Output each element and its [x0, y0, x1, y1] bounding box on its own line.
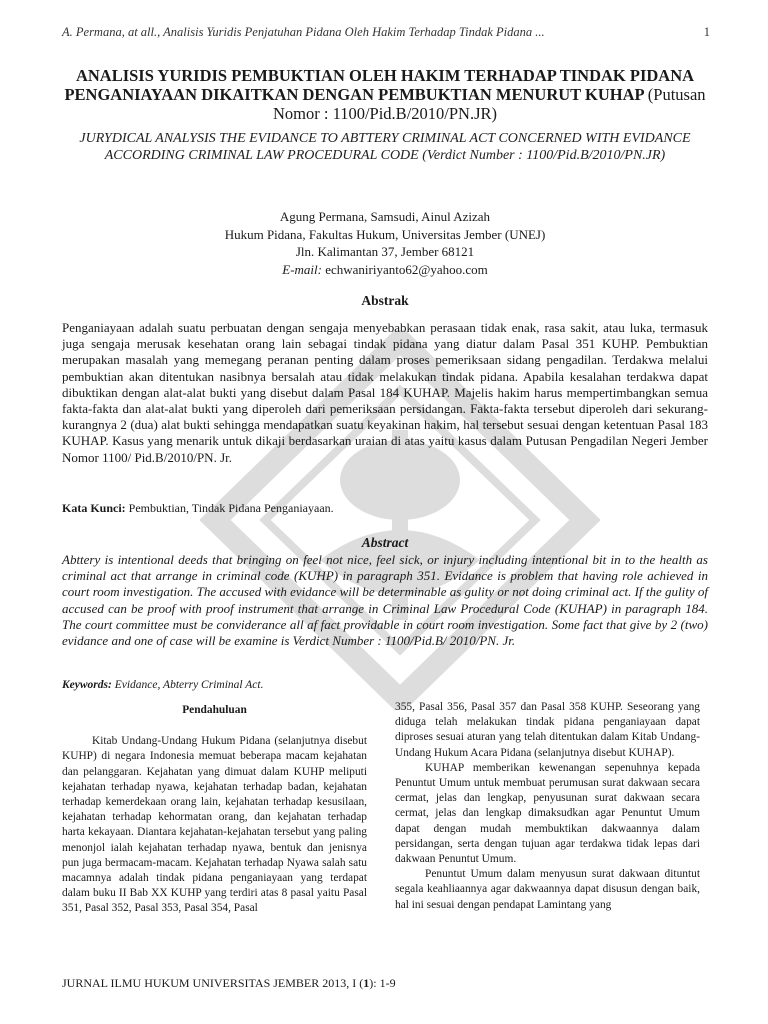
kata-kunci — [62, 501, 708, 516]
author-email-line — [60, 261, 710, 279]
body-paragraph: KUHAP memberikan kewenangan sepenuhnya kepada Penuntut Umum untuk membuat perumusan surat dakwaan secara cermat, jelas dan lengkap, penyusunan surat dakwaan secara cermat, jelas dan lengkap dimaksudkan agar Penuntut Umum dapat dengan mudah membuktikan dakwaannya dalam persidangan, serta dengan tujuan agar terdakwa tidak lepas dari dakwaan Penuntut Umum. — [395, 761, 700, 866]
author-names: Agung Permana, Samsudi, Ainul Azizah — [279, 209, 491, 224]
running-head-text: A. Permana, at all., Analisis Yuridis Penjatuhan Pidana Oleh Hakim Terhadap Tindak Pidana ... — [62, 25, 545, 39]
paper-title-verdict: (Putusan Nomor : 1100/Pid.B/2010/PN.JR) — [273, 85, 706, 123]
abstrak-heading: Abstrak — [361, 293, 409, 308]
paper-title — [60, 66, 710, 123]
author-address: Jln. Kalimantan 37, Jember 68121 — [295, 244, 475, 259]
abstract-body: Abttery is intentional deeds that bringing on feel not nice, feel sick, or injury including intentional bit in to the health as criminal act that arrange in criminal code (KUHP) in paragraph 351. Evidance is problem that having role achieved in court room investigation. The accused with evidance will be determinable as gulity or not doing criminal act. If the gulity of accused can be proof with proof instrument that arrange in Criminal Law Procedural Code (KUHAP) in paragraph 184. The court committee must be conviderance all af fact providable in court room investigation. Some fact that give by 2 (two) evidance and one of case will be examine is Verdict Number : 1100/Pid.B/ 2010/PN. Jr. — [62, 552, 708, 649]
running-head — [62, 25, 710, 40]
body-column-left — [62, 700, 367, 917]
email-label: E-mail: — [282, 261, 322, 277]
footer-journal: JURNAL ILMU HUKUM UNIVERSITAS JEMBER 2013, I ( — [62, 976, 364, 990]
page-number: 1 — [703, 25, 710, 39]
keywords-label: Keywords: — [62, 679, 112, 691]
english-title: JURYDICAL ANALYSIS THE EVIDANCE TO ABTTERY CRIMINAL ACT CONCERNED WITH EVIDANCE ACCORDING CRIMINAL LAW PROCEDURAL CODE (Verdict Number : 1100/Pid.B/2010/PN.JR) — [79, 131, 691, 163]
author-affiliation: Hukum Pidana, Fakultas Hukum, Universitas Jember (UNEJ) — [224, 226, 546, 242]
keywords-text: Evidance, Abterry Criminal Act. — [114, 679, 264, 691]
author-block — [60, 208, 710, 278]
kata-kunci-text: Pembuktian, Tindak Pidana Penganiayaan. — [128, 501, 334, 515]
author-email: echwaniriyanto62@yahoo.com — [325, 261, 488, 277]
footer-issue: 1 — [363, 976, 370, 990]
body-paragraph: 355, Pasal 356, Pasal 357 dan Pasal 358 KUHP. Seseorang yang diduga telah melakukan tindak pidana penganiayaan dapat diproses sesuai aturan yang telah ditentukan dalam Kitab Undang-Undang Hukum Acara Pidana (selanjutnya disebut KUHAP). — [395, 701, 700, 759]
pendahuluan-heading: Pendahuluan — [182, 704, 247, 716]
body-column-right — [395, 700, 700, 913]
body-paragraph: Kitab Undang-Undang Hukum Pidana (selanjutnya disebut KUHP) di negara Indonesia memuat beberapa macam kejahatan dan pelanggaran. Kejahatan yang dimuat dalam KUHP meliputi kejahatan terhadap nyawa, kejahatan terhadap badan, kejahatan terhadap kemerdekaan orang lain, kejahatan terhadap kesusilaan, kejahatan terhadap kehormatan orang, dan kejahatan terhadap harta kekayaan. Diantara kejahatan-kejahatan tersebut yang paling menonjol ialah kejahatan terhadap nyawa, bentuk dan jenisnya pun juga bermacam-macam. Kejahatan terhadap Nyawa salah satu macamnya adalah tindak pidana penganiayaan yang terdapat dalam buku II Bab XX KUHP yang terdiri atas 8 pasal yaitu Pasal 351, Pasal 352, Pasal 353, Pasal 354, Pasal — [62, 735, 367, 915]
footer-pages: ): 1-9 — [369, 976, 396, 990]
abstract-heading: Abstract — [361, 535, 409, 550]
keywords — [62, 679, 708, 691]
body-paragraph: Penuntut Umum dalam menyusun surat dakwaan dituntut segala keahliaannya agar dakwaannya dapat disusun dengan baik, hal ini sesuai dengan pendapat Lamintang yang — [395, 868, 700, 911]
journal-footer — [62, 976, 708, 991]
paper-title-main: ANALISIS YURIDIS PEMBUKTIAN OLEH HAKIM TERHADAP TINDAK PIDANA PENGANIAYAAN DIKAITKAN DENGAN PEMBUKTIAN MENURUT KUHAP — [64, 66, 695, 104]
abstrak-body: Penganiayaan adalah suatu perbuatan dengan sengaja menyebabkan perasaan tidak enak, rasa sakit, atau luka, termasuk juga sengaja merusak kesehatan orang lain sebagai tindak pidana yang diatur dalam Pasal 351 KUHP. Pembuktian merupakan masalah yang memegang peranan penting dalam proses pemeriksaan sidang pengadilan. Terdakwa melalui pembuktian akan ditentukan nasibnya bersalah atau tidak melakukan tindak pidana. Apabila kesalahan terdakwa dapat dibuktikan dengan alat-alat bukti yang disebut dalam Pasal 184 KUHAP. Majelis hakim harus mempertimbangkan semua fakta-fakta dan alat-alat bukti yang diperoleh dari pemeriksaan persidangan. Fakta-fakta tersebut diperoleh dari sekurang-kurangnya 2 (dua) alat bukti sehingga mendapatkan suatu keyakinan hakim, hal tersebut sesuai dengan ketentuan Pasal 183 KUHAP. Kasus yang menarik untuk dikaji berdasarkan uraian di atas yaitu kasus dalam Putusan Pengadilan Negeri Jember Nomor 1100/ Pid.B/2010/PN. Jr. — [62, 320, 708, 465]
kata-kunci-label: Kata Kunci: — [62, 501, 126, 515]
